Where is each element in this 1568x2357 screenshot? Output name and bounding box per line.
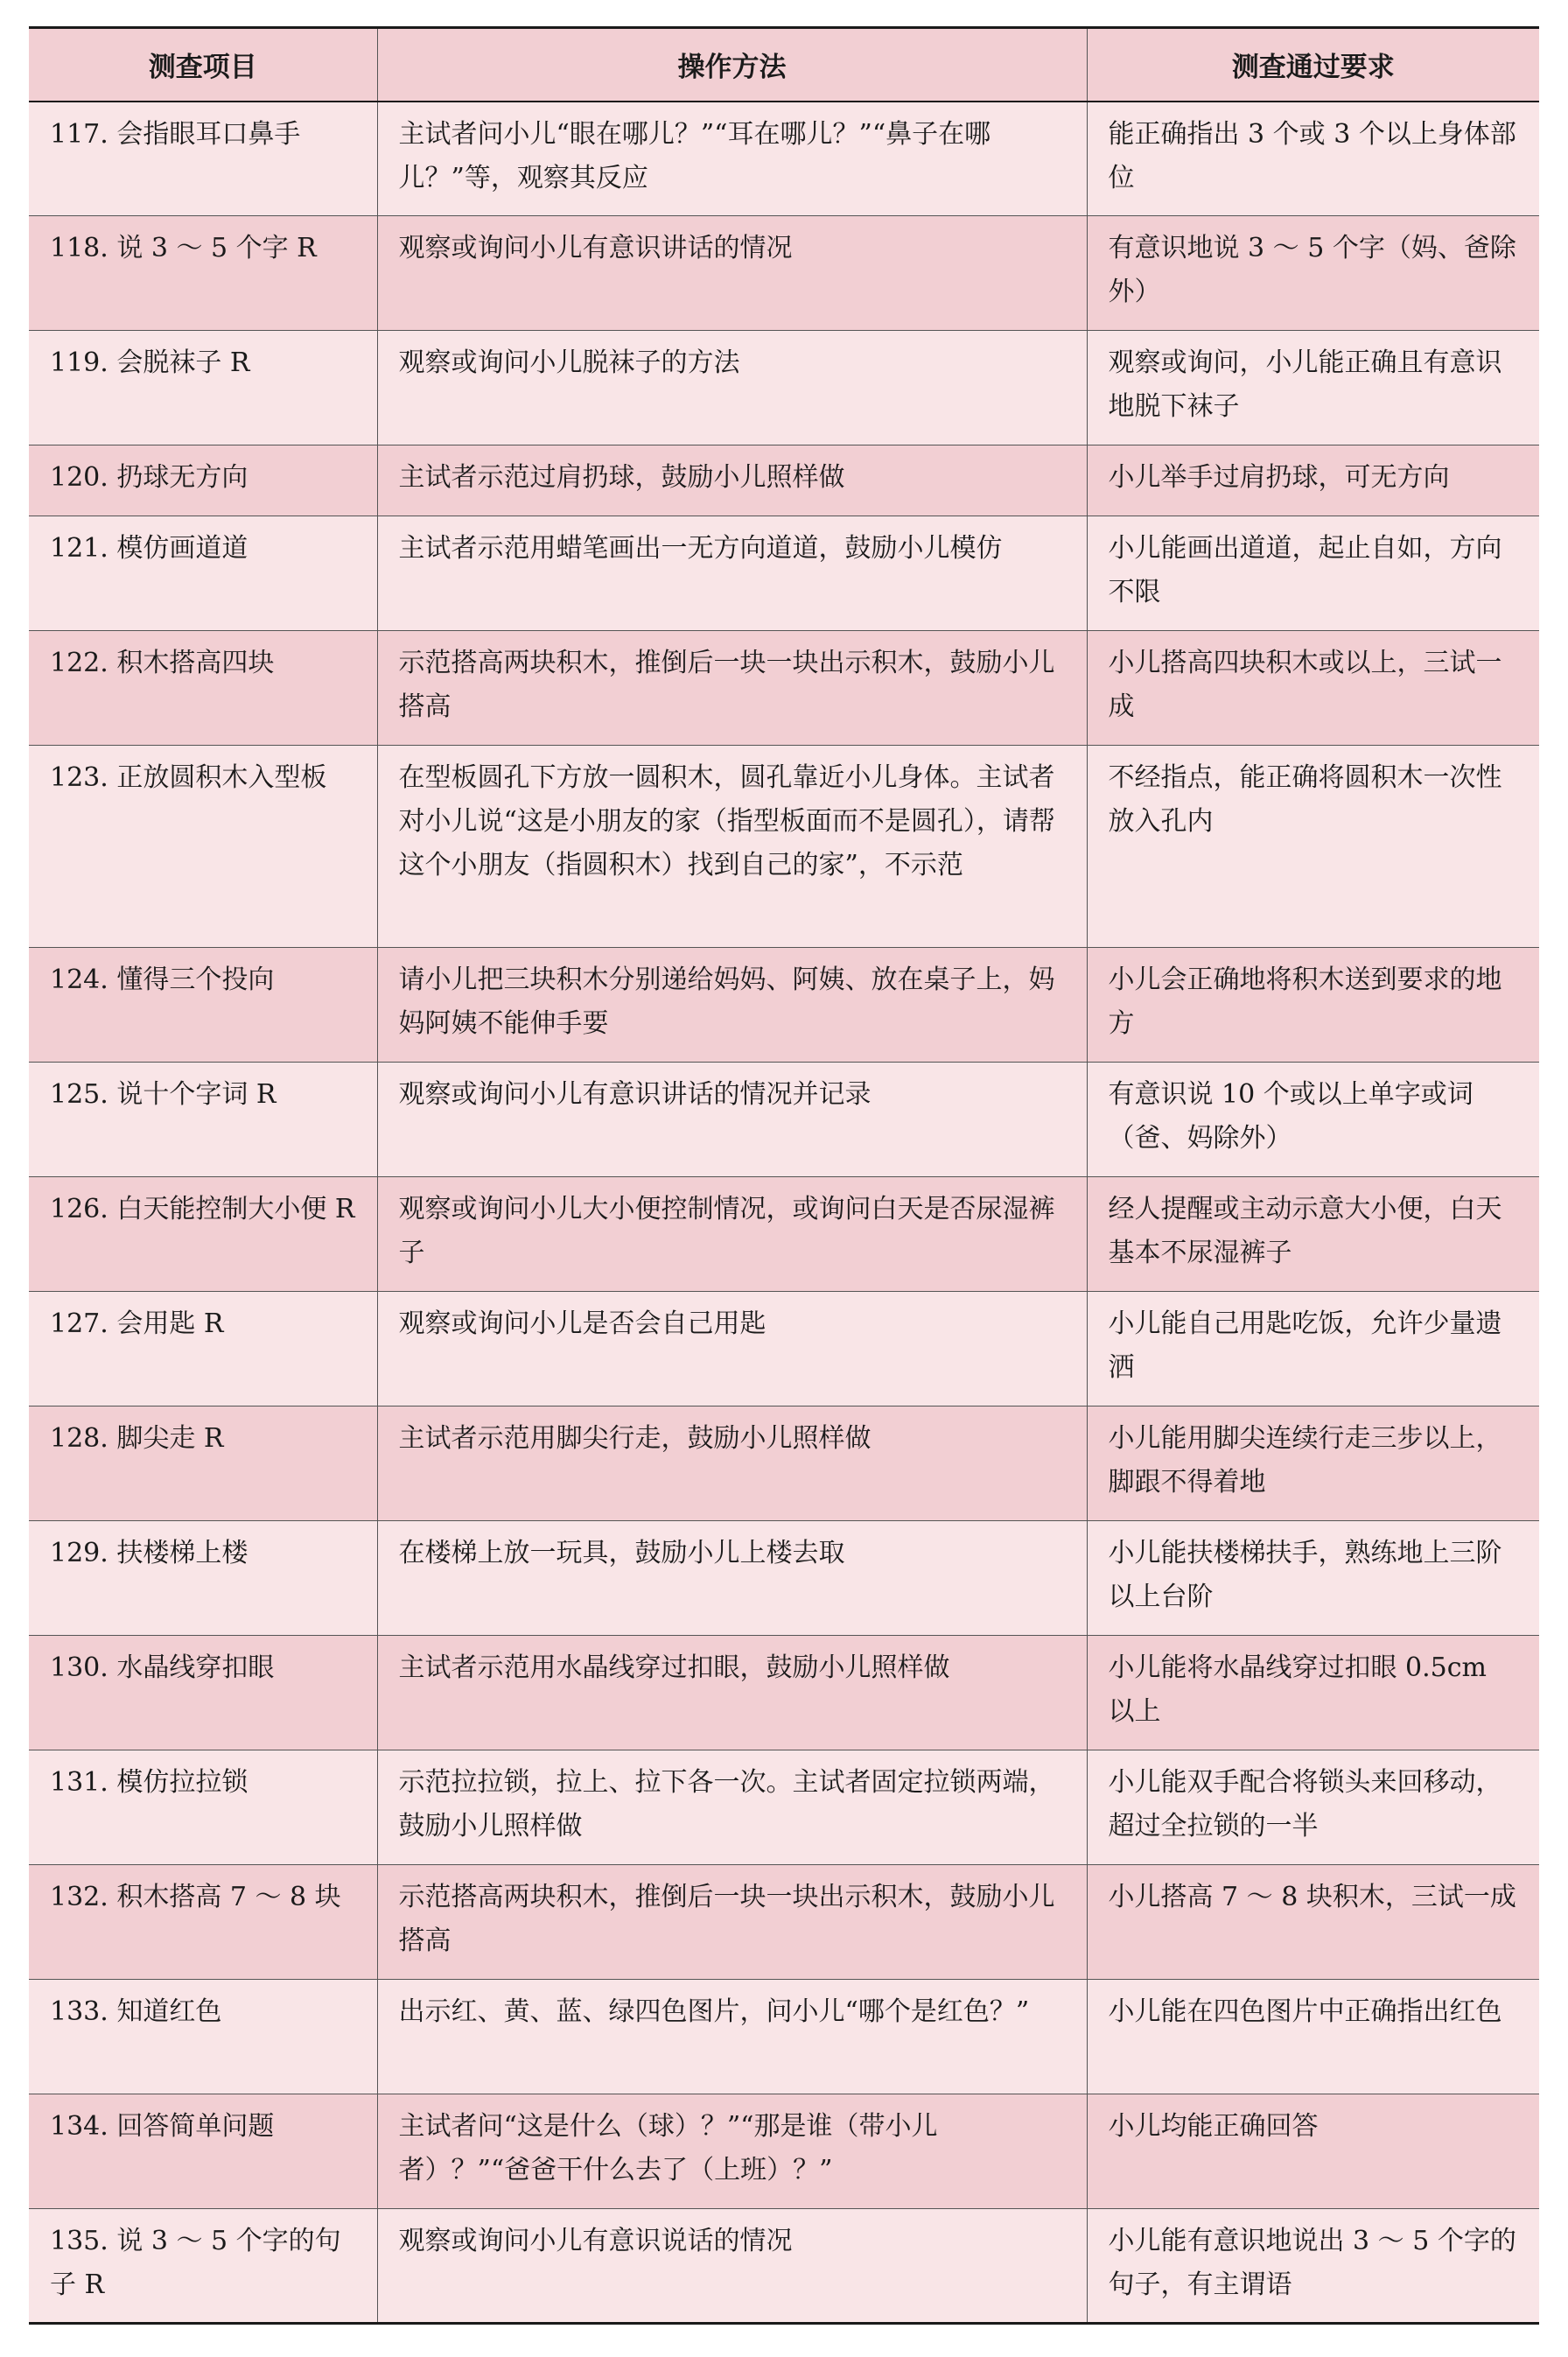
header-method: 操作方法 bbox=[377, 28, 1087, 102]
cell-requirement: 小儿能用脚尖连续行走三步以上，脚跟不得着地 bbox=[1087, 1406, 1539, 1521]
cell-method: 主试者问“这是什么（球）？”“那是谁（带小儿者）？”“爸爸干什么去了（上班）？” bbox=[377, 2094, 1087, 2209]
cell-method: 主试者示范过肩扔球，鼓励小儿照样做 bbox=[377, 445, 1087, 516]
cell-requirement: 小儿能有意识地说出 3 ～ 5 个字的句子，有主谓语 bbox=[1087, 2209, 1539, 2324]
cell-item: 122. 积木搭高四块 bbox=[29, 631, 377, 746]
cell-method: 主试者示范用脚尖行走，鼓励小儿照样做 bbox=[377, 1406, 1087, 1521]
table-row bbox=[29, 1521, 1539, 1636]
cell-requirement: 小儿能画出道道，起止自如，方向不限 bbox=[1087, 516, 1539, 631]
cell-requirement: 小儿搭高 7 ～ 8 块积木，三试一成 bbox=[1087, 1865, 1539, 1980]
cell-item: 125. 说十个字词 R bbox=[29, 1063, 377, 1177]
page bbox=[29, 26, 1539, 2325]
cell-method: 观察或询问小儿有意识讲话的情况并记录 bbox=[377, 1063, 1087, 1177]
cell-method: 观察或询问小儿脱袜子的方法 bbox=[377, 331, 1087, 445]
cell-item: 120. 扔球无方向 bbox=[29, 445, 377, 516]
cell-item: 123. 正放圆积木入型板 bbox=[29, 746, 377, 948]
table-row bbox=[29, 1636, 1539, 1750]
cell-item: 130. 水晶线穿扣眼 bbox=[29, 1636, 377, 1750]
cell-method: 出示红、黄、蓝、绿四色图片，问小儿“哪个是红色？” bbox=[377, 1980, 1087, 2094]
cell-requirement: 经人提醒或主动示意大小便，白天基本不尿湿裤子 bbox=[1087, 1177, 1539, 1292]
table-row bbox=[29, 1177, 1539, 1292]
table-row bbox=[29, 445, 1539, 516]
cell-requirement: 能正确指出 3 个或 3 个以上身体部位 bbox=[1087, 102, 1539, 216]
table-row bbox=[29, 1292, 1539, 1406]
cell-method: 请小儿把三块积木分别递给妈妈、阿姨、放在桌子上，妈妈阿姨不能伸手要 bbox=[377, 948, 1087, 1063]
cell-method: 在型板圆孔下方放一圆积木，圆孔靠近小儿身体。主试者对小儿说“这是小朋友的家（指型板面而不是圆孔），请帮这个小朋友（指圆积木）找到自己的家”，不示范 bbox=[377, 746, 1087, 948]
table-row bbox=[29, 216, 1539, 331]
cell-item: 134. 回答简单问题 bbox=[29, 2094, 377, 2209]
cell-item: 135. 说 3 ～ 5 个字的句子 R bbox=[29, 2209, 377, 2324]
cell-requirement: 小儿能将水晶线穿过扣眼 0.5cm 以上 bbox=[1087, 1636, 1539, 1750]
cell-method: 示范搭高两块积木，推倒后一块一块出示积木，鼓励小儿搭高 bbox=[377, 1865, 1087, 1980]
cell-method: 示范拉拉锁，拉上、拉下各一次。主试者固定拉锁两端，鼓励小儿照样做 bbox=[377, 1750, 1087, 1865]
cell-requirement: 有意识地说 3 ～ 5 个字（妈、爸除外） bbox=[1087, 216, 1539, 331]
cell-item: 121. 模仿画道道 bbox=[29, 516, 377, 631]
cell-requirement: 小儿均能正确回答 bbox=[1087, 2094, 1539, 2209]
table-row bbox=[29, 2094, 1539, 2209]
table-row bbox=[29, 331, 1539, 445]
table-row bbox=[29, 2209, 1539, 2324]
cell-item: 118. 说 3 ～ 5 个字 R bbox=[29, 216, 377, 331]
cell-method: 观察或询问小儿是否会自己用匙 bbox=[377, 1292, 1087, 1406]
cell-item: 129. 扶楼梯上楼 bbox=[29, 1521, 377, 1636]
table-row bbox=[29, 1406, 1539, 1521]
table-row bbox=[29, 1063, 1539, 1177]
cell-requirement: 小儿能自己用匙吃饭，允许少量遗洒 bbox=[1087, 1292, 1539, 1406]
table-row bbox=[29, 948, 1539, 1063]
cell-method: 主试者问小儿“眼在哪儿？”“耳在哪儿？”“鼻子在哪儿？”等，观察其反应 bbox=[377, 102, 1087, 216]
cell-requirement: 小儿搭高四块积木或以上，三试一成 bbox=[1087, 631, 1539, 746]
cell-method: 观察或询问小儿有意识讲话的情况 bbox=[377, 216, 1087, 331]
table-row bbox=[29, 1865, 1539, 1980]
cell-item: 131. 模仿拉拉锁 bbox=[29, 1750, 377, 1865]
cell-method: 主试者示范用水晶线穿过扣眼，鼓励小儿照样做 bbox=[377, 1636, 1087, 1750]
cell-item: 119. 会脱袜子 R bbox=[29, 331, 377, 445]
cell-requirement: 小儿能在四色图片中正确指出红色 bbox=[1087, 1980, 1539, 2094]
cell-item: 132. 积木搭高 7 ～ 8 块 bbox=[29, 1865, 377, 1980]
table-row bbox=[29, 746, 1539, 948]
cell-item: 133. 知道红色 bbox=[29, 1980, 377, 2094]
cell-requirement: 有意识说 10 个或以上单字或词（爸、妈除外） bbox=[1087, 1063, 1539, 1177]
cell-item: 117. 会指眼耳口鼻手 bbox=[29, 102, 377, 216]
table-row bbox=[29, 516, 1539, 631]
cell-requirement: 观察或询问，小儿能正确且有意识地脱下袜子 bbox=[1087, 331, 1539, 445]
header-item: 测查项目 bbox=[29, 28, 377, 102]
table-row bbox=[29, 102, 1539, 216]
cell-method: 主试者示范用蜡笔画出一无方向道道，鼓励小儿模仿 bbox=[377, 516, 1087, 631]
table-row bbox=[29, 1750, 1539, 1865]
cell-method: 观察或询问小儿有意识说话的情况 bbox=[377, 2209, 1087, 2324]
header-requirement: 测查通过要求 bbox=[1087, 28, 1539, 102]
cell-item: 128. 脚尖走 R bbox=[29, 1406, 377, 1521]
cell-item: 124. 懂得三个投向 bbox=[29, 948, 377, 1063]
assessment-table bbox=[29, 26, 1539, 2325]
cell-method: 示范搭高两块积木，推倒后一块一块出示积木，鼓励小儿搭高 bbox=[377, 631, 1087, 746]
cell-requirement: 小儿会正确地将积木送到要求的地方 bbox=[1087, 948, 1539, 1063]
cell-requirement: 小儿能双手配合将锁头来回移动，超过全拉锁的一半 bbox=[1087, 1750, 1539, 1865]
table-row bbox=[29, 1980, 1539, 2094]
table-row bbox=[29, 631, 1539, 746]
cell-requirement: 不经指点，能正确将圆积木一次性放入孔内 bbox=[1087, 746, 1539, 948]
cell-requirement: 小儿举手过肩扔球，可无方向 bbox=[1087, 445, 1539, 516]
cell-item: 126. 白天能控制大小便 R bbox=[29, 1177, 377, 1292]
table-header-row bbox=[29, 28, 1539, 102]
cell-method: 观察或询问小儿大小便控制情况，或询问白天是否尿湿裤子 bbox=[377, 1177, 1087, 1292]
cell-method: 在楼梯上放一玩具，鼓励小儿上楼去取 bbox=[377, 1521, 1087, 1636]
cell-requirement: 小儿能扶楼梯扶手，熟练地上三阶以上台阶 bbox=[1087, 1521, 1539, 1636]
cell-item: 127. 会用匙 R bbox=[29, 1292, 377, 1406]
